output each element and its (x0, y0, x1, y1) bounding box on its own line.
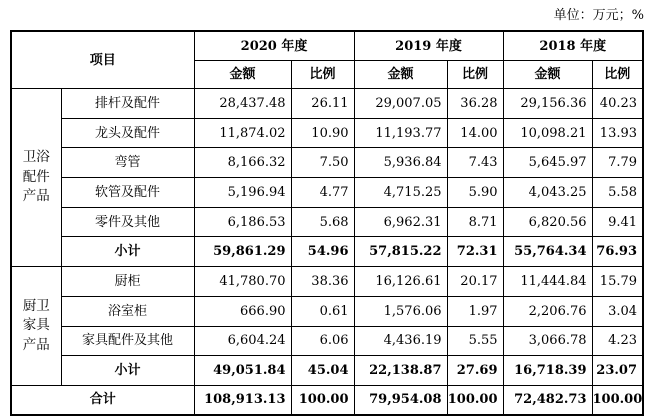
header-item: 项目 (11, 31, 194, 89)
header-amount: 金额 (503, 61, 592, 89)
category-line: 厨卫 (22, 297, 50, 314)
ratio-cell: 5.68 (291, 207, 354, 237)
amount-cell: 6,820.56 (503, 207, 592, 237)
total-row (11, 385, 643, 415)
row-name: 家具配件及其他 (61, 326, 194, 356)
header-ratio: 比例 (592, 61, 643, 89)
amount-cell: 5,936.84 (354, 148, 447, 178)
ratio-cell: 15.79 (592, 267, 643, 297)
subtotal-label: 小计 (61, 356, 194, 386)
table-body (11, 89, 643, 415)
subtotal-amount: 49,051.84 (194, 356, 291, 386)
table-row (11, 178, 643, 208)
row-name: 厨柜 (61, 267, 194, 297)
subtotal-row (11, 237, 643, 267)
ratio-cell: 7.79 (592, 148, 643, 178)
amount-cell: 29,007.05 (354, 89, 447, 119)
total-ratio: 100.00 (291, 385, 354, 415)
subtotal-ratio: 27.69 (447, 356, 503, 386)
amount-cell: 11,444.84 (503, 267, 592, 297)
amount-cell: 6,962.31 (354, 207, 447, 237)
ratio-cell: 8.71 (447, 207, 503, 237)
ratio-cell: 5.58 (592, 178, 643, 208)
ratio-cell: 4.77 (291, 178, 354, 208)
amount-cell: 4,043.25 (503, 178, 592, 208)
ratio-cell: 26.11 (291, 89, 354, 119)
category-label (11, 89, 61, 267)
ratio-cell: 4.23 (592, 326, 643, 356)
ratio-cell: 7.43 (447, 148, 503, 178)
subtotal-ratio: 54.96 (291, 237, 354, 267)
subtotal-ratio: 72.31 (447, 237, 503, 267)
ratio-cell: 36.28 (447, 89, 503, 119)
row-name: 排杆及配件 (61, 89, 194, 119)
sales-breakdown-table (10, 30, 644, 416)
category-line: 产品 (22, 188, 50, 205)
ratio-cell: 9.41 (592, 207, 643, 237)
amount-cell: 41,780.70 (194, 267, 291, 297)
row-name: 零件及其他 (61, 207, 194, 237)
amount-cell: 6,604.24 (194, 326, 291, 356)
table-row (11, 326, 643, 356)
amount-cell: 11,193.77 (354, 118, 447, 148)
row-name: 龙头及配件 (61, 118, 194, 148)
subtotal-ratio: 23.07 (592, 356, 643, 386)
subtotal-row (11, 356, 643, 386)
ratio-cell: 20.17 (447, 267, 503, 297)
amount-cell: 2,206.76 (503, 296, 592, 326)
amount-cell: 8,166.32 (194, 148, 291, 178)
header-year-2020: 2020 年度 (194, 31, 354, 61)
table-row (11, 118, 643, 148)
row-name: 软管及配件 (61, 178, 194, 208)
ratio-cell: 3.04 (592, 296, 643, 326)
category-line: 配件 (22, 168, 50, 185)
total-amount: 108,913.13 (194, 385, 291, 415)
subtotal-ratio: 76.93 (592, 237, 643, 267)
header-year-2019: 2019 年度 (354, 31, 503, 61)
table-row (11, 207, 643, 237)
subtotal-amount: 22,138.87 (354, 356, 447, 386)
amount-cell: 1,576.06 (354, 296, 447, 326)
ratio-cell: 38.36 (291, 267, 354, 297)
header-amount: 金额 (354, 61, 447, 89)
amount-cell: 10,098.21 (503, 118, 592, 148)
category-label (11, 267, 61, 386)
amount-cell: 28,437.48 (194, 89, 291, 119)
total-amount: 79,954.08 (354, 385, 447, 415)
amount-cell: 4,436.19 (354, 326, 447, 356)
category-line: 家具 (22, 317, 50, 334)
amount-cell: 16,126.61 (354, 267, 447, 297)
subtotal-amount: 16,718.39 (503, 356, 592, 386)
row-name: 浴室柜 (61, 296, 194, 326)
subtotal-amount: 57,815.22 (354, 237, 447, 267)
ratio-cell: 5.90 (447, 178, 503, 208)
header-amount: 金额 (194, 61, 291, 89)
ratio-cell: 40.23 (592, 89, 643, 119)
amount-cell: 29,156.36 (503, 89, 592, 119)
ratio-cell: 10.90 (291, 118, 354, 148)
amount-cell: 666.90 (194, 296, 291, 326)
amount-cell: 5,196.94 (194, 178, 291, 208)
subtotal-amount: 55,764.34 (503, 237, 592, 267)
subtotal-amount: 59,861.29 (194, 237, 291, 267)
header-ratio: 比例 (447, 61, 503, 89)
amount-cell: 6,186.53 (194, 207, 291, 237)
total-amount: 72,482.73 (503, 385, 592, 415)
table-row (11, 148, 643, 178)
table-row (11, 89, 643, 119)
amount-cell: 5,645.97 (503, 148, 592, 178)
header-ratio: 比例 (291, 61, 354, 89)
row-name: 弯管 (61, 148, 194, 178)
category-line: 产品 (22, 336, 50, 353)
unit-label: 单位：万元；% (553, 8, 644, 23)
subtotal-label: 小计 (61, 237, 194, 267)
category-line: 卫浴 (22, 149, 50, 166)
table-row (11, 296, 643, 326)
amount-cell: 4,715.25 (354, 178, 447, 208)
total-label: 合计 (11, 385, 194, 415)
amount-cell: 11,874.02 (194, 118, 291, 148)
header-year-2018: 2018 年度 (503, 31, 643, 61)
ratio-cell: 7.50 (291, 148, 354, 178)
total-ratio: 100.00 (447, 385, 503, 415)
ratio-cell: 0.61 (291, 296, 354, 326)
subtotal-ratio: 45.04 (291, 356, 354, 386)
ratio-cell: 13.93 (592, 118, 643, 148)
total-ratio: 100.00 (592, 385, 643, 415)
amount-cell: 3,066.78 (503, 326, 592, 356)
ratio-cell: 14.00 (447, 118, 503, 148)
table-row (11, 267, 643, 297)
ratio-cell: 1.97 (447, 296, 503, 326)
ratio-cell: 6.06 (291, 326, 354, 356)
ratio-cell: 5.55 (447, 326, 503, 356)
